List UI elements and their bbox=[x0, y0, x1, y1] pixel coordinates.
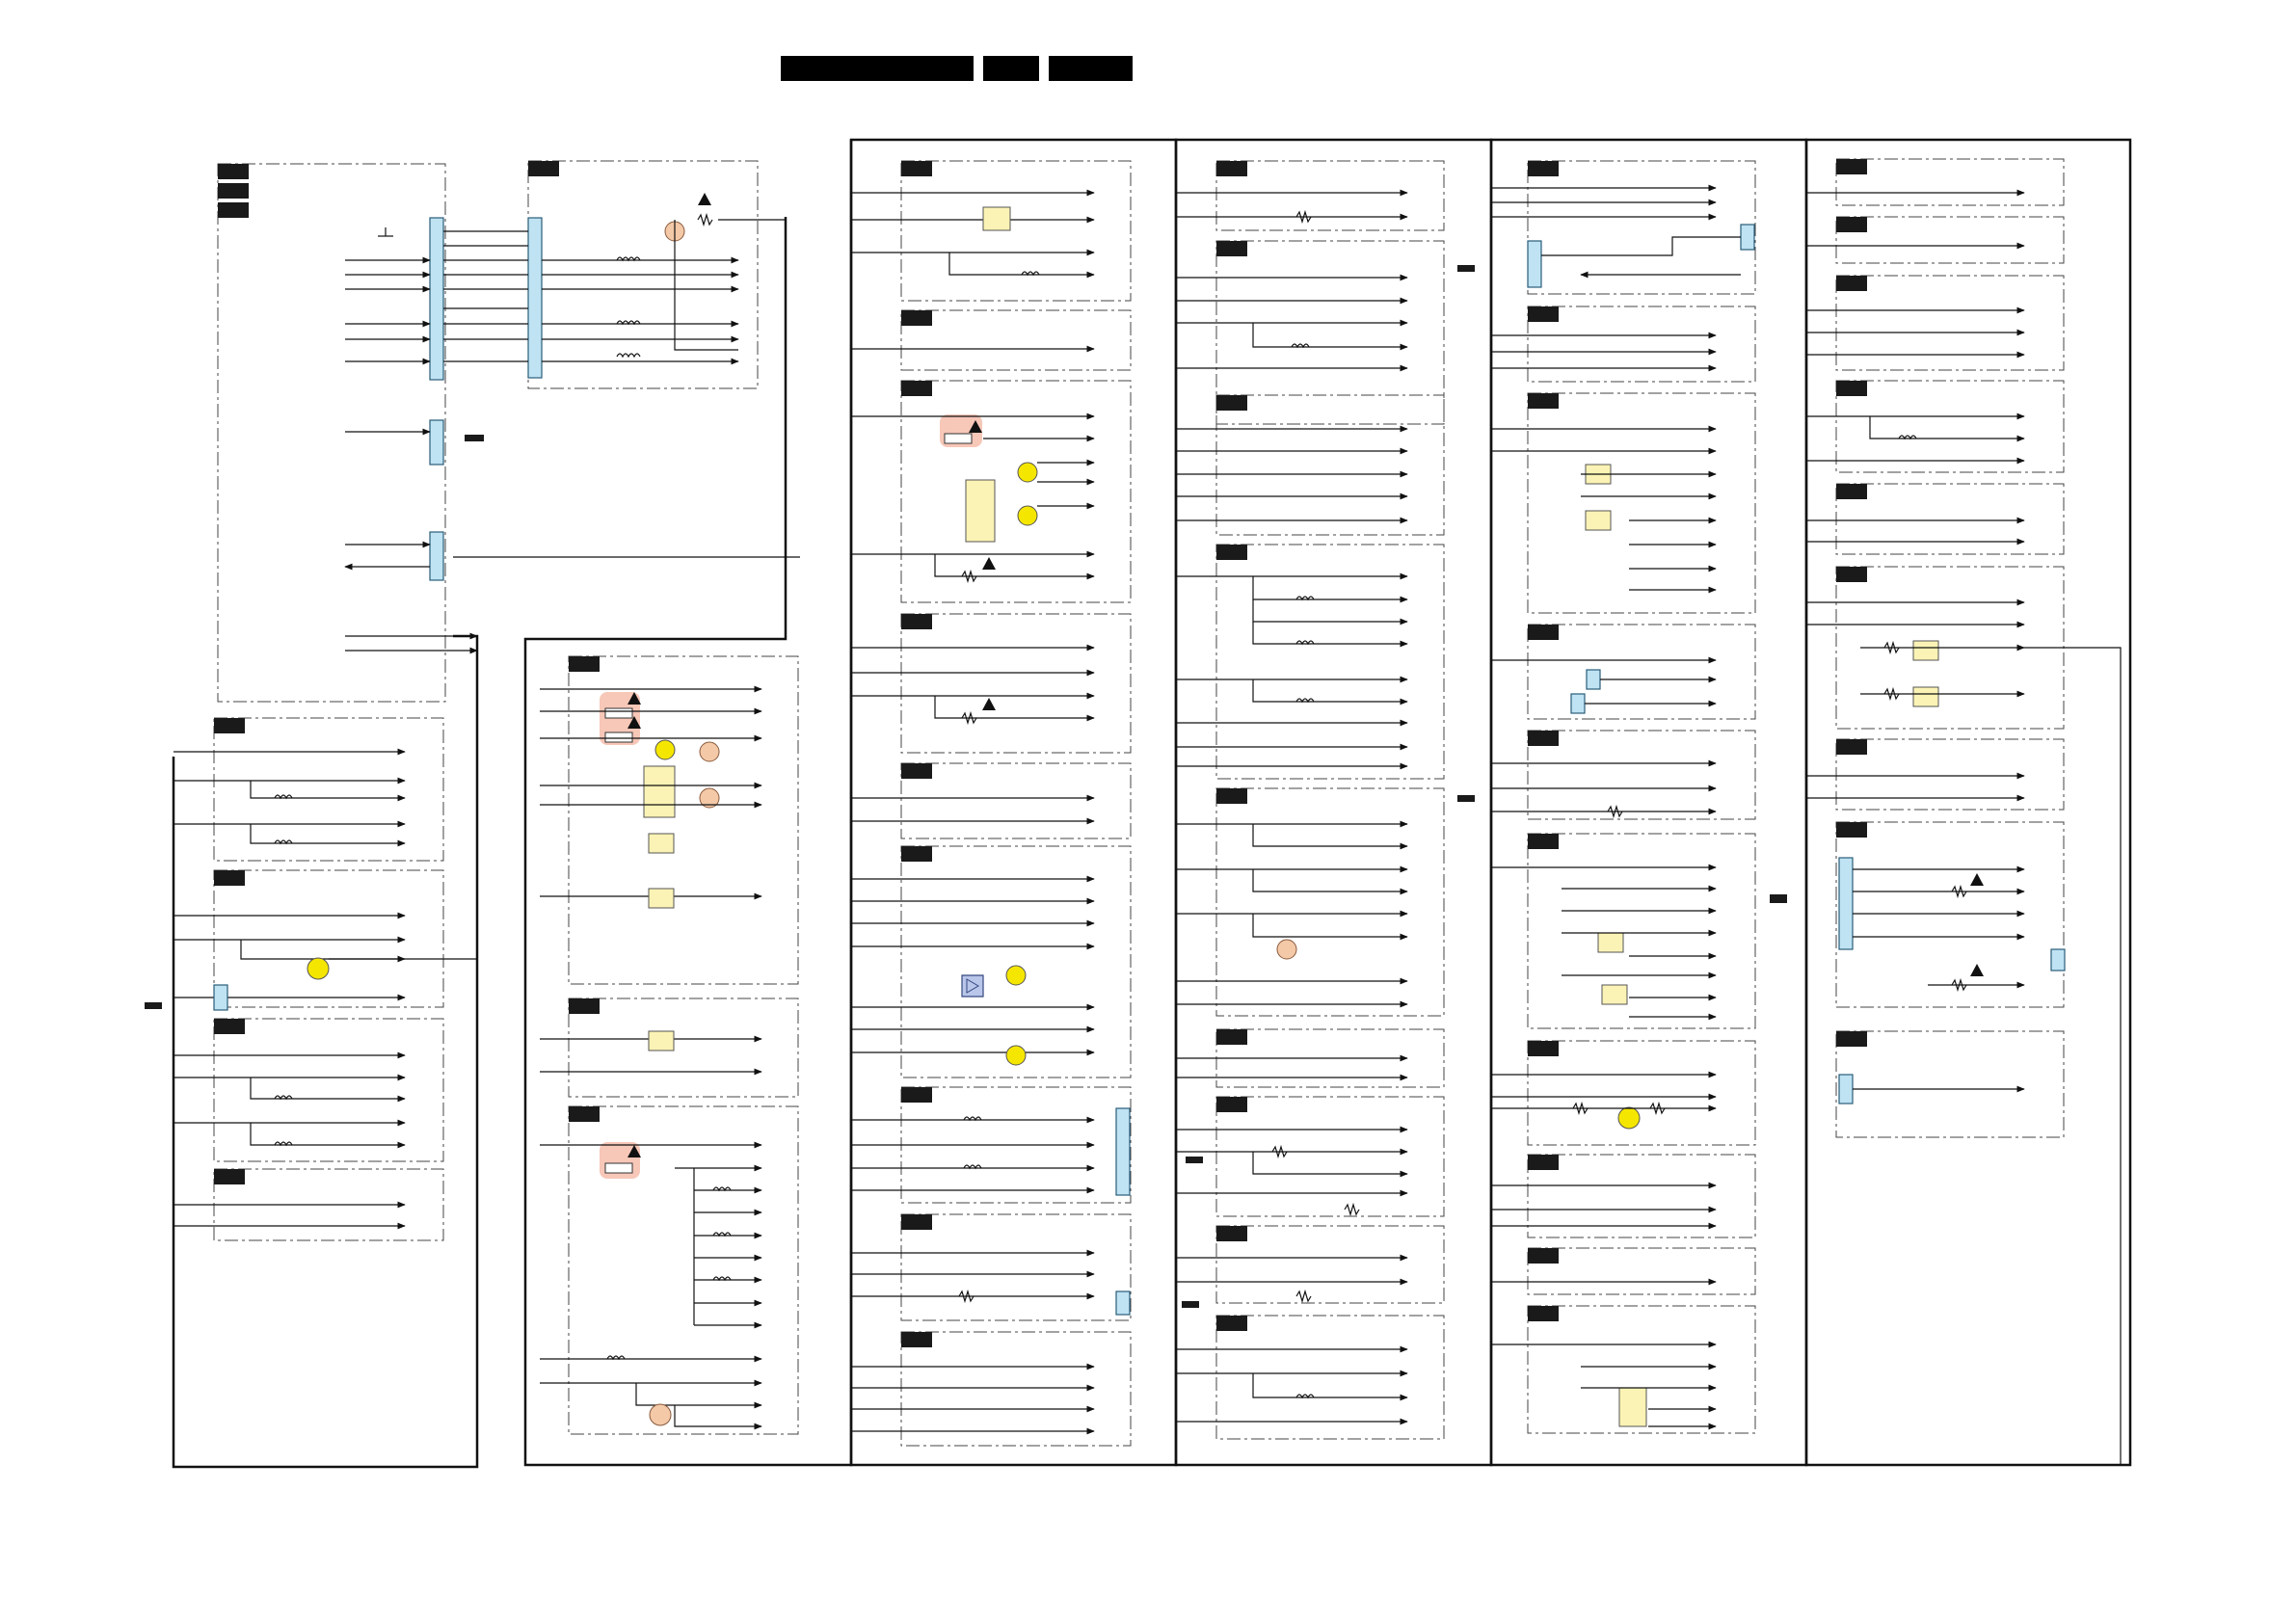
block-tag bbox=[901, 161, 932, 176]
fuse-icon bbox=[605, 708, 632, 718]
block-c4-2 bbox=[1216, 241, 1444, 424]
connector-icon bbox=[1839, 858, 1853, 949]
block-tag bbox=[1836, 567, 1867, 582]
block-audio-1-signals bbox=[174, 752, 405, 843]
block-tag bbox=[569, 998, 600, 1014]
block-tag bbox=[1528, 1248, 1559, 1264]
block-tag bbox=[214, 1169, 245, 1184]
column-6 bbox=[1770, 159, 2121, 1465]
connector-icon bbox=[1116, 1291, 1130, 1315]
block-tag bbox=[901, 1087, 932, 1103]
transistor-icon bbox=[1006, 1046, 1026, 1065]
block-tag bbox=[1528, 393, 1559, 409]
block-c5-5 bbox=[1528, 731, 1755, 819]
block-tag bbox=[569, 656, 600, 672]
ic-regulator bbox=[1586, 511, 1611, 530]
block-tag bbox=[1457, 795, 1475, 802]
block-c3-6 bbox=[901, 846, 1131, 1078]
block-c6-7 bbox=[1836, 739, 2064, 810]
warning-triangle-icon bbox=[982, 557, 996, 570]
block-c4-3 bbox=[1216, 395, 1444, 535]
block-audio-3 bbox=[214, 1019, 443, 1161]
block-tag bbox=[1836, 217, 1867, 232]
block-c3-power bbox=[901, 381, 1131, 602]
block-tag bbox=[1528, 1306, 1559, 1321]
transistor-icon bbox=[307, 958, 329, 979]
block-tag bbox=[1216, 1316, 1247, 1331]
connector-icon bbox=[430, 532, 443, 580]
block-c3-5 bbox=[901, 763, 1131, 838]
warning-triangle-icon bbox=[1970, 964, 1984, 976]
block-tag bbox=[1528, 161, 1559, 176]
column-5 bbox=[1457, 161, 1787, 1433]
block-tag bbox=[1216, 1029, 1247, 1045]
resistor-icon bbox=[1345, 1205, 1359, 1214]
block-c5-9 bbox=[1528, 1248, 1755, 1294]
block-c4-4-signals bbox=[1176, 576, 1407, 766]
ic-regulator bbox=[649, 1031, 674, 1051]
block-tag bbox=[901, 381, 932, 396]
block-tag bbox=[214, 1019, 245, 1034]
frame-column-6 bbox=[1806, 140, 2130, 1465]
frame-column-2 bbox=[525, 140, 851, 1465]
block-c6-5 bbox=[1836, 484, 2064, 554]
block-tag bbox=[528, 161, 559, 176]
ic-controller bbox=[1619, 1388, 1646, 1426]
frame-column-1 bbox=[174, 636, 477, 1467]
resistor-icon bbox=[698, 215, 712, 225]
block-c5-1 bbox=[1528, 161, 1755, 294]
ic-regulator bbox=[983, 207, 1010, 230]
connector-icon bbox=[1839, 1075, 1853, 1104]
block-regulator-2 bbox=[569, 998, 798, 1097]
connector-icon bbox=[214, 985, 227, 1010]
block-tag bbox=[1836, 484, 1867, 499]
block-c6-2 bbox=[1836, 217, 2064, 263]
block-c5-6 bbox=[1528, 834, 1755, 1028]
block-tag bbox=[1182, 1301, 1199, 1308]
block-tag bbox=[1836, 822, 1867, 838]
warning-triangle-icon bbox=[982, 698, 996, 710]
block-c4-4 bbox=[1216, 545, 1444, 779]
connector-icon bbox=[1741, 225, 1754, 250]
block-audio-2 bbox=[214, 870, 443, 1007]
fuse-icon bbox=[945, 434, 972, 443]
block-audio-3-signals bbox=[174, 1055, 405, 1145]
ic-regulator bbox=[1598, 933, 1623, 952]
connector-icon bbox=[430, 218, 443, 380]
block-c5-3 bbox=[1528, 393, 1755, 613]
block-c5-7 bbox=[1528, 1041, 1755, 1145]
block-tag bbox=[1836, 381, 1867, 396]
block-tag bbox=[1528, 1155, 1559, 1170]
block-c6-1 bbox=[1836, 159, 2064, 205]
block-tag bbox=[1770, 894, 1787, 901]
block-c6-8 bbox=[1836, 822, 2064, 1007]
block-c3-4 bbox=[901, 614, 1131, 753]
block-tag bbox=[1836, 1031, 1867, 1047]
block-c3-8 bbox=[901, 1214, 1131, 1320]
ic-regulator bbox=[1602, 985, 1627, 1004]
block-tag bbox=[145, 1002, 162, 1009]
block-c3-1 bbox=[901, 161, 1131, 301]
block-tag bbox=[218, 202, 249, 218]
block-tag bbox=[218, 183, 249, 199]
block-tag bbox=[1528, 306, 1559, 322]
connector-icon bbox=[1587, 670, 1600, 689]
block-tag bbox=[465, 435, 484, 441]
column-1 bbox=[145, 164, 800, 1240]
ic-controller bbox=[966, 480, 995, 542]
block-tag bbox=[901, 1332, 932, 1347]
thermistor-icon bbox=[650, 1404, 671, 1425]
transistor-icon bbox=[1018, 506, 1037, 525]
block-audio-1 bbox=[214, 718, 443, 861]
frame-column-3 bbox=[851, 140, 1176, 1465]
connector-pin-arrows bbox=[345, 227, 430, 361]
block-tag bbox=[1216, 1097, 1247, 1112]
block-main-connector bbox=[218, 164, 445, 702]
block-tag bbox=[1216, 241, 1247, 256]
ic-regulator bbox=[644, 766, 675, 817]
fuse-icon bbox=[605, 1163, 632, 1173]
warning-triangle-icon bbox=[698, 193, 711, 205]
block-tag bbox=[1216, 788, 1247, 804]
connector-icon bbox=[1116, 1108, 1130, 1195]
block-tag bbox=[1528, 625, 1559, 640]
transistor-icon bbox=[1006, 966, 1026, 985]
block-c5-2 bbox=[1528, 306, 1755, 382]
block-c3-9 bbox=[901, 1332, 1131, 1446]
block-c4-9 bbox=[1216, 1316, 1444, 1439]
connector-icon bbox=[2051, 949, 2065, 971]
opamp-icon bbox=[962, 975, 983, 997]
ic-regulator bbox=[649, 889, 674, 908]
ic-regulator bbox=[1913, 687, 1938, 706]
column-3 bbox=[851, 161, 1203, 1446]
block-tag bbox=[1528, 834, 1559, 849]
transistor-icon bbox=[1618, 1107, 1640, 1129]
block-c5-4 bbox=[1528, 625, 1755, 719]
connector-icon bbox=[528, 218, 542, 378]
block-tag bbox=[901, 846, 932, 862]
block-tag bbox=[901, 763, 932, 779]
warning-triangle-icon bbox=[1970, 873, 1984, 886]
block-tag bbox=[1528, 731, 1559, 746]
block-tag bbox=[569, 1106, 600, 1122]
block-tag bbox=[1216, 545, 1247, 560]
connector-icon bbox=[1528, 241, 1541, 287]
block-tag bbox=[901, 614, 932, 629]
block-tag bbox=[1836, 276, 1867, 291]
block-tag bbox=[901, 1214, 932, 1230]
block-tag bbox=[218, 164, 249, 179]
transistor-icon bbox=[1018, 463, 1037, 482]
ic-regulator bbox=[1913, 641, 1938, 660]
column-4 bbox=[1176, 161, 1475, 1439]
connector-icon bbox=[430, 420, 443, 465]
block-tag bbox=[1528, 1041, 1559, 1056]
frame-column-5 bbox=[1491, 140, 1806, 1465]
block-c6-9 bbox=[1836, 1031, 2064, 1137]
resistor-icon bbox=[1296, 1291, 1311, 1301]
transistor-icon bbox=[655, 740, 675, 759]
block-c4-7 bbox=[1216, 1097, 1444, 1216]
thermistor-icon bbox=[700, 742, 719, 761]
block-tag bbox=[1457, 265, 1475, 272]
fuse-icon bbox=[605, 732, 632, 742]
block-tag bbox=[1216, 395, 1247, 411]
ic-regulator bbox=[649, 834, 674, 853]
block-c6-3 bbox=[1836, 276, 2064, 370]
block-c3-6-signals bbox=[851, 879, 1094, 1052]
block-tag bbox=[901, 310, 932, 326]
block-tag bbox=[214, 718, 245, 733]
connector-icon bbox=[1571, 694, 1585, 713]
inductor-coil-icon bbox=[617, 354, 640, 357]
block-tag bbox=[1216, 1226, 1247, 1241]
block-tag bbox=[1836, 159, 1867, 174]
block-tag bbox=[1216, 161, 1247, 176]
block-tag bbox=[1186, 1157, 1203, 1163]
block-c3-2 bbox=[901, 310, 1131, 370]
thermistor-icon bbox=[1277, 940, 1296, 959]
block-tag bbox=[214, 870, 245, 886]
column-2 bbox=[443, 161, 798, 1434]
block-c5-8 bbox=[1528, 1155, 1755, 1237]
block-tag bbox=[1836, 739, 1867, 755]
block-c4-1 bbox=[1216, 161, 1444, 230]
block-c4-8 bbox=[1216, 1226, 1444, 1303]
